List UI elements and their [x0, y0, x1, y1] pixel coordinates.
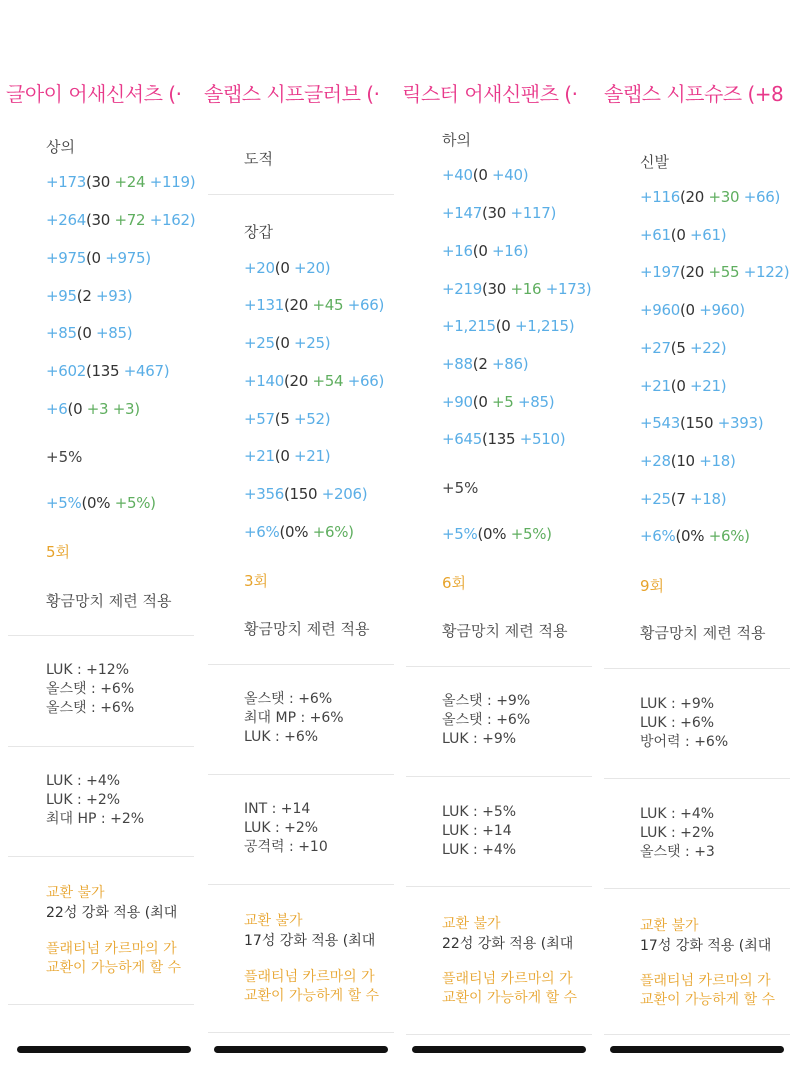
extra-stat: +5% — [46, 448, 83, 466]
stat-row: +16(0 +16) — [442, 242, 529, 260]
stat-row: +960(0 +960) — [640, 301, 745, 319]
item-column-top — [0, 0, 200, 1067]
karma-note-line: 플래티넘 카르마의 가 — [640, 973, 771, 989]
additional-potential-line: LUK : +4% — [640, 806, 715, 822]
trade-status: 교환 불가 — [244, 913, 303, 929]
item-title: 솔랩스 시프슈즈 (+8 — [604, 82, 784, 106]
divider — [604, 668, 790, 669]
percent-stat: +5%(0% +5%) — [442, 525, 552, 543]
additional-potential-line: LUK : +2% — [244, 820, 319, 836]
stat-row: +975(0 +975) — [46, 249, 151, 267]
karma-note-line: 플래티넘 카르마의 가 — [46, 941, 177, 957]
additional-potential-line: 올스탯 : +3 — [640, 844, 715, 860]
divider — [604, 1034, 790, 1035]
golden-hammer-label: 황금망치 제련 적용 — [46, 592, 172, 610]
item-category: 신발 — [640, 153, 669, 171]
item-title: 글아이 어새신셔츠 (· — [6, 82, 182, 106]
item-column-gloves — [200, 0, 400, 1067]
divider — [8, 856, 194, 857]
home-indicator[interactable] — [17, 1046, 191, 1053]
stat-row: +95(2 +93) — [46, 287, 133, 305]
stat-row: +85(0 +85) — [46, 324, 133, 342]
stat-row: +173(30 +24 +119) — [46, 173, 196, 191]
stat-row: +61(0 +61) — [640, 226, 727, 244]
upgrade-count: 5회 — [46, 543, 71, 561]
divider — [406, 776, 592, 777]
karma-note-line: 교환이 가능하게 할 수 — [640, 992, 776, 1008]
stat-row: +21(0 +21) — [640, 377, 727, 395]
stat-row: +219(30 +16 +173) — [442, 280, 592, 298]
upgrade-count: 9회 — [640, 577, 665, 595]
additional-potential-line: LUK : +5% — [442, 804, 517, 820]
additional-potential-line: 최대 HP : +2% — [46, 811, 145, 827]
percent-stat: +6%(0% +6%) — [244, 523, 354, 541]
potential-line: LUK : +6% — [640, 715, 715, 731]
additional-potential-line: INT : +14 — [244, 801, 311, 817]
home-indicator[interactable] — [610, 1046, 784, 1053]
item-column-shoes — [600, 0, 800, 1067]
additional-potential-line: LUK : +14 — [442, 823, 512, 839]
karma-note-line: 플래티넘 카르마의 가 — [244, 969, 375, 985]
star-force-label: 22성 강화 적용 (최대 — [442, 936, 574, 952]
stat-row: +1,215(0 +1,215) — [442, 317, 575, 335]
stat-row: +6(0 +3 +3) — [46, 400, 140, 418]
extra-stat: +5% — [442, 479, 479, 497]
stat-row: +88(2 +86) — [442, 355, 529, 373]
divider — [8, 746, 194, 747]
potential-line: 방어력 : +6% — [640, 734, 729, 750]
divider — [208, 194, 394, 195]
upgrade-count: 6회 — [442, 574, 467, 592]
divider — [406, 666, 592, 667]
stat-row: +57(5 +52) — [244, 410, 331, 428]
stat-row: +602(135 +467) — [46, 362, 170, 380]
potential-line: LUK : +9% — [442, 731, 517, 747]
karma-note-line: 교환이 가능하게 할 수 — [442, 990, 578, 1006]
stat-row: +356(150 +206) — [244, 485, 368, 503]
trade-status: 교환 불가 — [46, 885, 105, 901]
stat-row: +20(0 +20) — [244, 259, 331, 277]
divider — [208, 664, 394, 665]
divider — [406, 886, 592, 887]
stat-row: +543(150 +393) — [640, 414, 764, 432]
additional-potential-line: 공격력 : +10 — [244, 839, 328, 855]
karma-note-line: 플래티넘 카르마의 가 — [442, 971, 573, 987]
golden-hammer-label: 황금망치 제련 적용 — [640, 624, 766, 642]
star-force-label: 22성 강화 적용 (최대 — [46, 905, 178, 921]
trade-status: 교환 불가 — [640, 918, 699, 934]
stat-row: +28(10 +18) — [640, 452, 736, 470]
item-column-bottom — [400, 0, 600, 1067]
potential-line: 올스탯 : +6% — [244, 691, 333, 707]
stat-row: +197(20 +55 +122) — [640, 263, 790, 281]
additional-potential-line: LUK : +2% — [46, 792, 121, 808]
star-force-label: 17성 강화 적용 (최대 — [244, 933, 376, 949]
item-title-strip — [0, 78, 200, 108]
divider — [208, 774, 394, 775]
stat-row: +131(20 +45 +66) — [244, 296, 385, 314]
stat-row: +27(5 +22) — [640, 339, 727, 357]
potential-line: LUK : +12% — [46, 662, 129, 678]
divider — [208, 884, 394, 885]
potential-line: 올스탯 : +6% — [46, 681, 135, 697]
potential-line: LUK : +9% — [640, 696, 715, 712]
stat-row: +264(30 +72 +162) — [46, 211, 196, 229]
karma-note-line: 교환이 가능하게 할 수 — [46, 960, 182, 976]
divider — [406, 1034, 592, 1035]
additional-potential-line: LUK : +4% — [46, 773, 121, 789]
stat-row: +90(0 +5 +85) — [442, 393, 555, 411]
divider — [604, 778, 790, 779]
divider — [8, 1004, 194, 1005]
item-title-strip — [200, 78, 400, 108]
potential-line: 올스탯 : +9% — [442, 693, 531, 709]
item-title-strip — [600, 78, 800, 108]
star-force-label: 17성 강화 적용 (최대 — [640, 938, 772, 954]
divider — [8, 635, 194, 636]
item-category: 상의 — [46, 138, 75, 156]
golden-hammer-label: 황금망치 제련 적용 — [442, 622, 568, 640]
potential-line: LUK : +6% — [244, 729, 319, 745]
divider — [208, 1032, 394, 1033]
stat-row: +147(30 +117) — [442, 204, 557, 222]
potential-line: 올스탯 : +6% — [442, 712, 531, 728]
percent-stat: +6%(0% +6%) — [640, 527, 750, 545]
home-indicator[interactable] — [214, 1046, 388, 1053]
stat-row: +25(0 +25) — [244, 334, 331, 352]
stat-row: +645(135 +510) — [442, 430, 566, 448]
percent-stat: +5%(0% +5%) — [46, 494, 156, 512]
golden-hammer-label: 황금망치 제련 적용 — [244, 620, 370, 638]
stat-row: +21(0 +21) — [244, 447, 331, 465]
stat-row: +40(0 +40) — [442, 166, 529, 184]
karma-note-line: 교환이 가능하게 할 수 — [244, 988, 380, 1004]
item-category: 도적 — [244, 150, 273, 168]
item-title-strip — [400, 78, 600, 108]
item-subcategory: 장갑 — [244, 223, 273, 241]
stat-row: +140(20 +54 +66) — [244, 372, 385, 390]
home-indicator[interactable] — [412, 1046, 586, 1053]
item-category: 하의 — [442, 131, 471, 149]
potential-line: 올스탯 : +6% — [46, 700, 135, 716]
item-title: 솔랩스 시프글러브 (· — [204, 82, 380, 106]
stat-row: +25(7 +18) — [640, 490, 727, 508]
upgrade-count: 3회 — [244, 572, 269, 590]
stat-row: +116(20 +30 +66) — [640, 188, 781, 206]
divider — [604, 888, 790, 889]
additional-potential-line: LUK : +4% — [442, 842, 517, 858]
trade-status: 교환 불가 — [442, 916, 501, 932]
item-title: 릭스터 어새신팬츠 (· — [402, 82, 578, 106]
potential-line: 최대 MP : +6% — [244, 710, 344, 726]
additional-potential-line: LUK : +2% — [640, 825, 715, 841]
